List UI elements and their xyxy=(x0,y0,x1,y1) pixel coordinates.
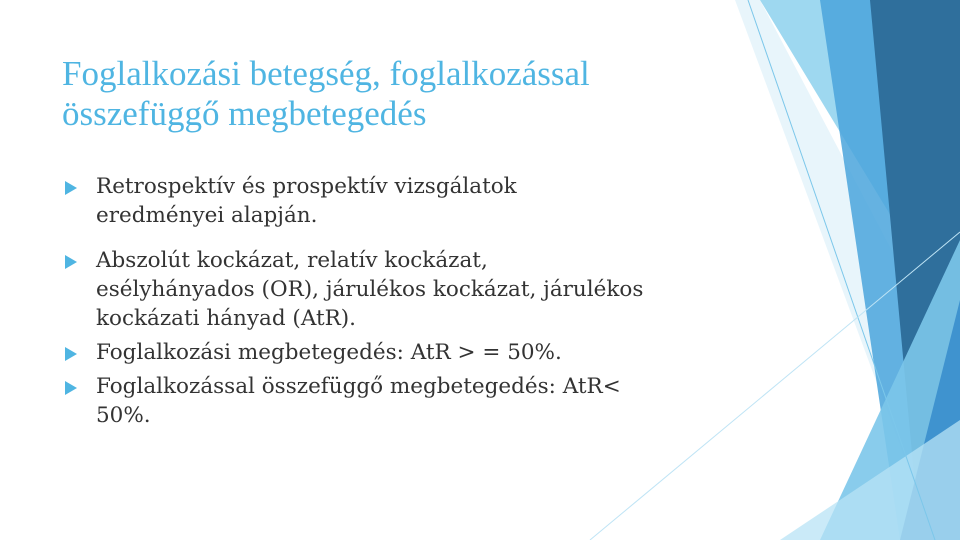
bullet-text xyxy=(96,246,722,333)
slide-title-line: összefüggő megbetegedés xyxy=(62,94,427,133)
bullet-line: kockázati hányad (AtR). xyxy=(96,306,357,331)
bullet-line: Retrospektív és prospektív vizsgálatok xyxy=(96,174,517,199)
bullet-text xyxy=(96,172,722,230)
bullet-list xyxy=(62,172,722,430)
bullet-line: Abszolút kockázat, relatív kockázat, xyxy=(96,248,488,273)
slide-title-line: Foglalkozási betegség, foglalkozással xyxy=(62,54,590,93)
bullet-line: Foglalkozással összefüggő megbetegedés: AtR< xyxy=(96,374,621,399)
bullet-text xyxy=(96,372,722,430)
bullet-item xyxy=(62,172,722,230)
bullet-text xyxy=(96,338,722,367)
triangle-bullet-icon xyxy=(65,347,77,361)
triangle-bullet-icon xyxy=(65,255,77,269)
bullet-item xyxy=(62,338,722,367)
bullet-line: 50%. xyxy=(96,403,151,428)
triangle-bullet-icon xyxy=(65,381,77,395)
bullet-item xyxy=(62,372,722,430)
bullet-line: esélyhányados (OR), járulékos kockázat, járulékos xyxy=(96,277,644,302)
triangle-bullet-icon xyxy=(65,181,77,195)
slide-title xyxy=(62,54,702,134)
bullet-line: Foglalkozási megbetegedés: AtR > = 50%. xyxy=(96,340,562,365)
bullet-line: eredményei alapján. xyxy=(96,203,318,228)
bullet-item xyxy=(62,246,722,333)
